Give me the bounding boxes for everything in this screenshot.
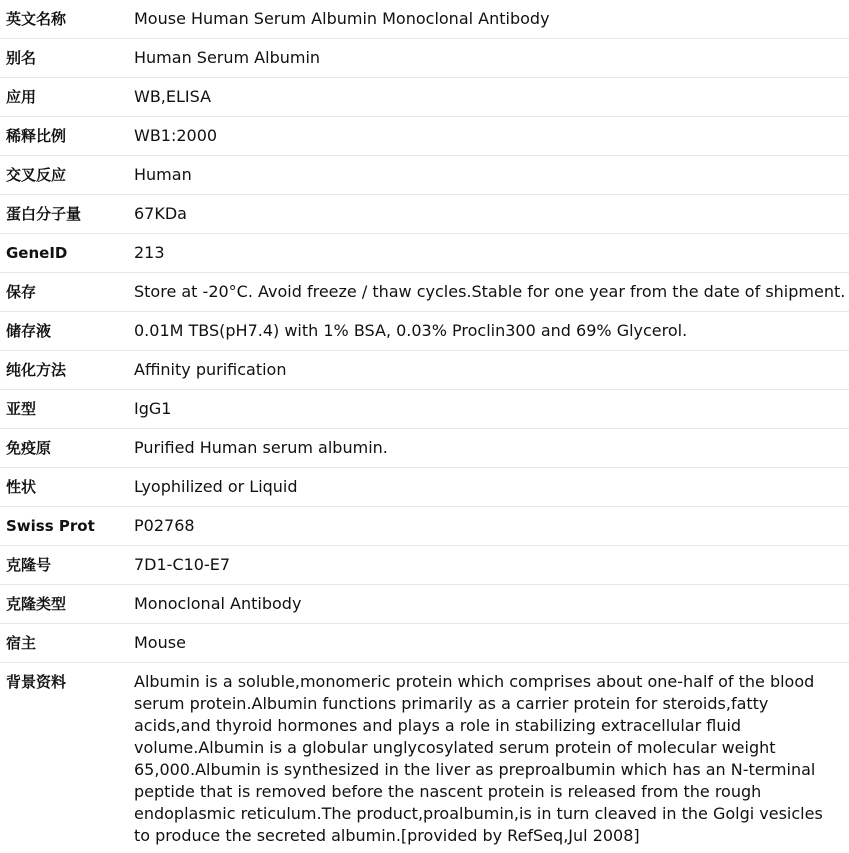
row-value: IgG1 — [127, 390, 849, 429]
row-label: GeneID — [0, 234, 127, 273]
row-value: Purified Human serum albumin. — [127, 429, 849, 468]
row-label: 克隆号 — [0, 546, 127, 585]
spec-row-purification — [0, 351, 849, 390]
row-label: 宿主 — [0, 624, 127, 663]
spec-row-dilution — [0, 117, 849, 156]
spec-row-cross-reactivity — [0, 156, 849, 195]
spec-row-storage-buffer — [0, 312, 849, 351]
spec-row-english-name — [0, 0, 849, 39]
spec-row-immunogen — [0, 429, 849, 468]
row-value: WB1:2000 — [127, 117, 849, 156]
row-value: 213 — [127, 234, 849, 273]
row-label: 蛋白分子量 — [0, 195, 127, 234]
row-label: 免疫原 — [0, 429, 127, 468]
spec-row-storage — [0, 273, 849, 312]
spec-row-isotype — [0, 390, 849, 429]
row-label: 交叉反应 — [0, 156, 127, 195]
spec-row-alias — [0, 39, 849, 78]
row-label: 纯化方法 — [0, 351, 127, 390]
row-label: 保存 — [0, 273, 127, 312]
spec-row-host — [0, 624, 849, 663]
spec-row-clone-type — [0, 585, 849, 624]
row-value: 67KDa — [127, 195, 849, 234]
row-label: Swiss Prot — [0, 507, 127, 546]
row-label: 稀释比例 — [0, 117, 127, 156]
row-value: P02768 — [127, 507, 849, 546]
row-value: Human — [127, 156, 849, 195]
spec-row-form — [0, 468, 849, 507]
row-label: 储存液 — [0, 312, 127, 351]
row-value: Human Serum Albumin — [127, 39, 849, 78]
row-value: Affinity purification — [127, 351, 849, 390]
spec-row-swiss-prot — [0, 507, 849, 546]
row-value: 7D1-C10-E7 — [127, 546, 849, 585]
spec-row-molecular-weight — [0, 195, 849, 234]
spec-row-gene-id — [0, 234, 849, 273]
row-label: 亚型 — [0, 390, 127, 429]
row-label: 性状 — [0, 468, 127, 507]
row-value: Mouse — [127, 624, 849, 663]
row-value: Monoclonal Antibody — [127, 585, 849, 624]
row-value: Store at -20°C. Avoid freeze / thaw cycles.Stable for one year from the date of shipment. — [127, 273, 849, 312]
row-label: 应用 — [0, 78, 127, 117]
spec-row-clone-number — [0, 546, 849, 585]
row-value: WB,ELISA — [127, 78, 849, 117]
row-value: Mouse Human Serum Albumin Monoclonal Antibody — [127, 0, 849, 39]
spec-row-application — [0, 78, 849, 117]
row-label: 背景资料 — [6, 673, 67, 691]
row-label: 英文名称 — [0, 0, 127, 39]
spec-row-background — [0, 663, 849, 850]
row-label: 克隆类型 — [0, 585, 127, 624]
row-label: 别名 — [0, 39, 127, 78]
row-value: Lyophilized or Liquid — [127, 468, 849, 507]
background-text: Albumin is a soluble,monomeric protein which comprises about one-half of the blood serum protein.Albumin functions primarily as a carrier protein for steroids,fatty acids,and thyroid hormones and plays a role in stabilizing extracellular fluid volume.Albumin is a globular unglycosylated serum protein of molecular weight 65,000.Albumin is synthesized in the liver as preproalbumin which has an N-terminal peptide that is removed before the nascent protein is released from the rough endoplasmic reticulum.The product,proalbumin,is in turn cleaved in the Golgi vesicles to produce the secreted albumin.[provided by RefSeq,Jul 2008] — [134, 672, 823, 845]
row-value: 0.01M TBS(pH7.4) with 1% BSA, 0.03% Proclin300 and 69% Glycerol. — [127, 312, 849, 351]
